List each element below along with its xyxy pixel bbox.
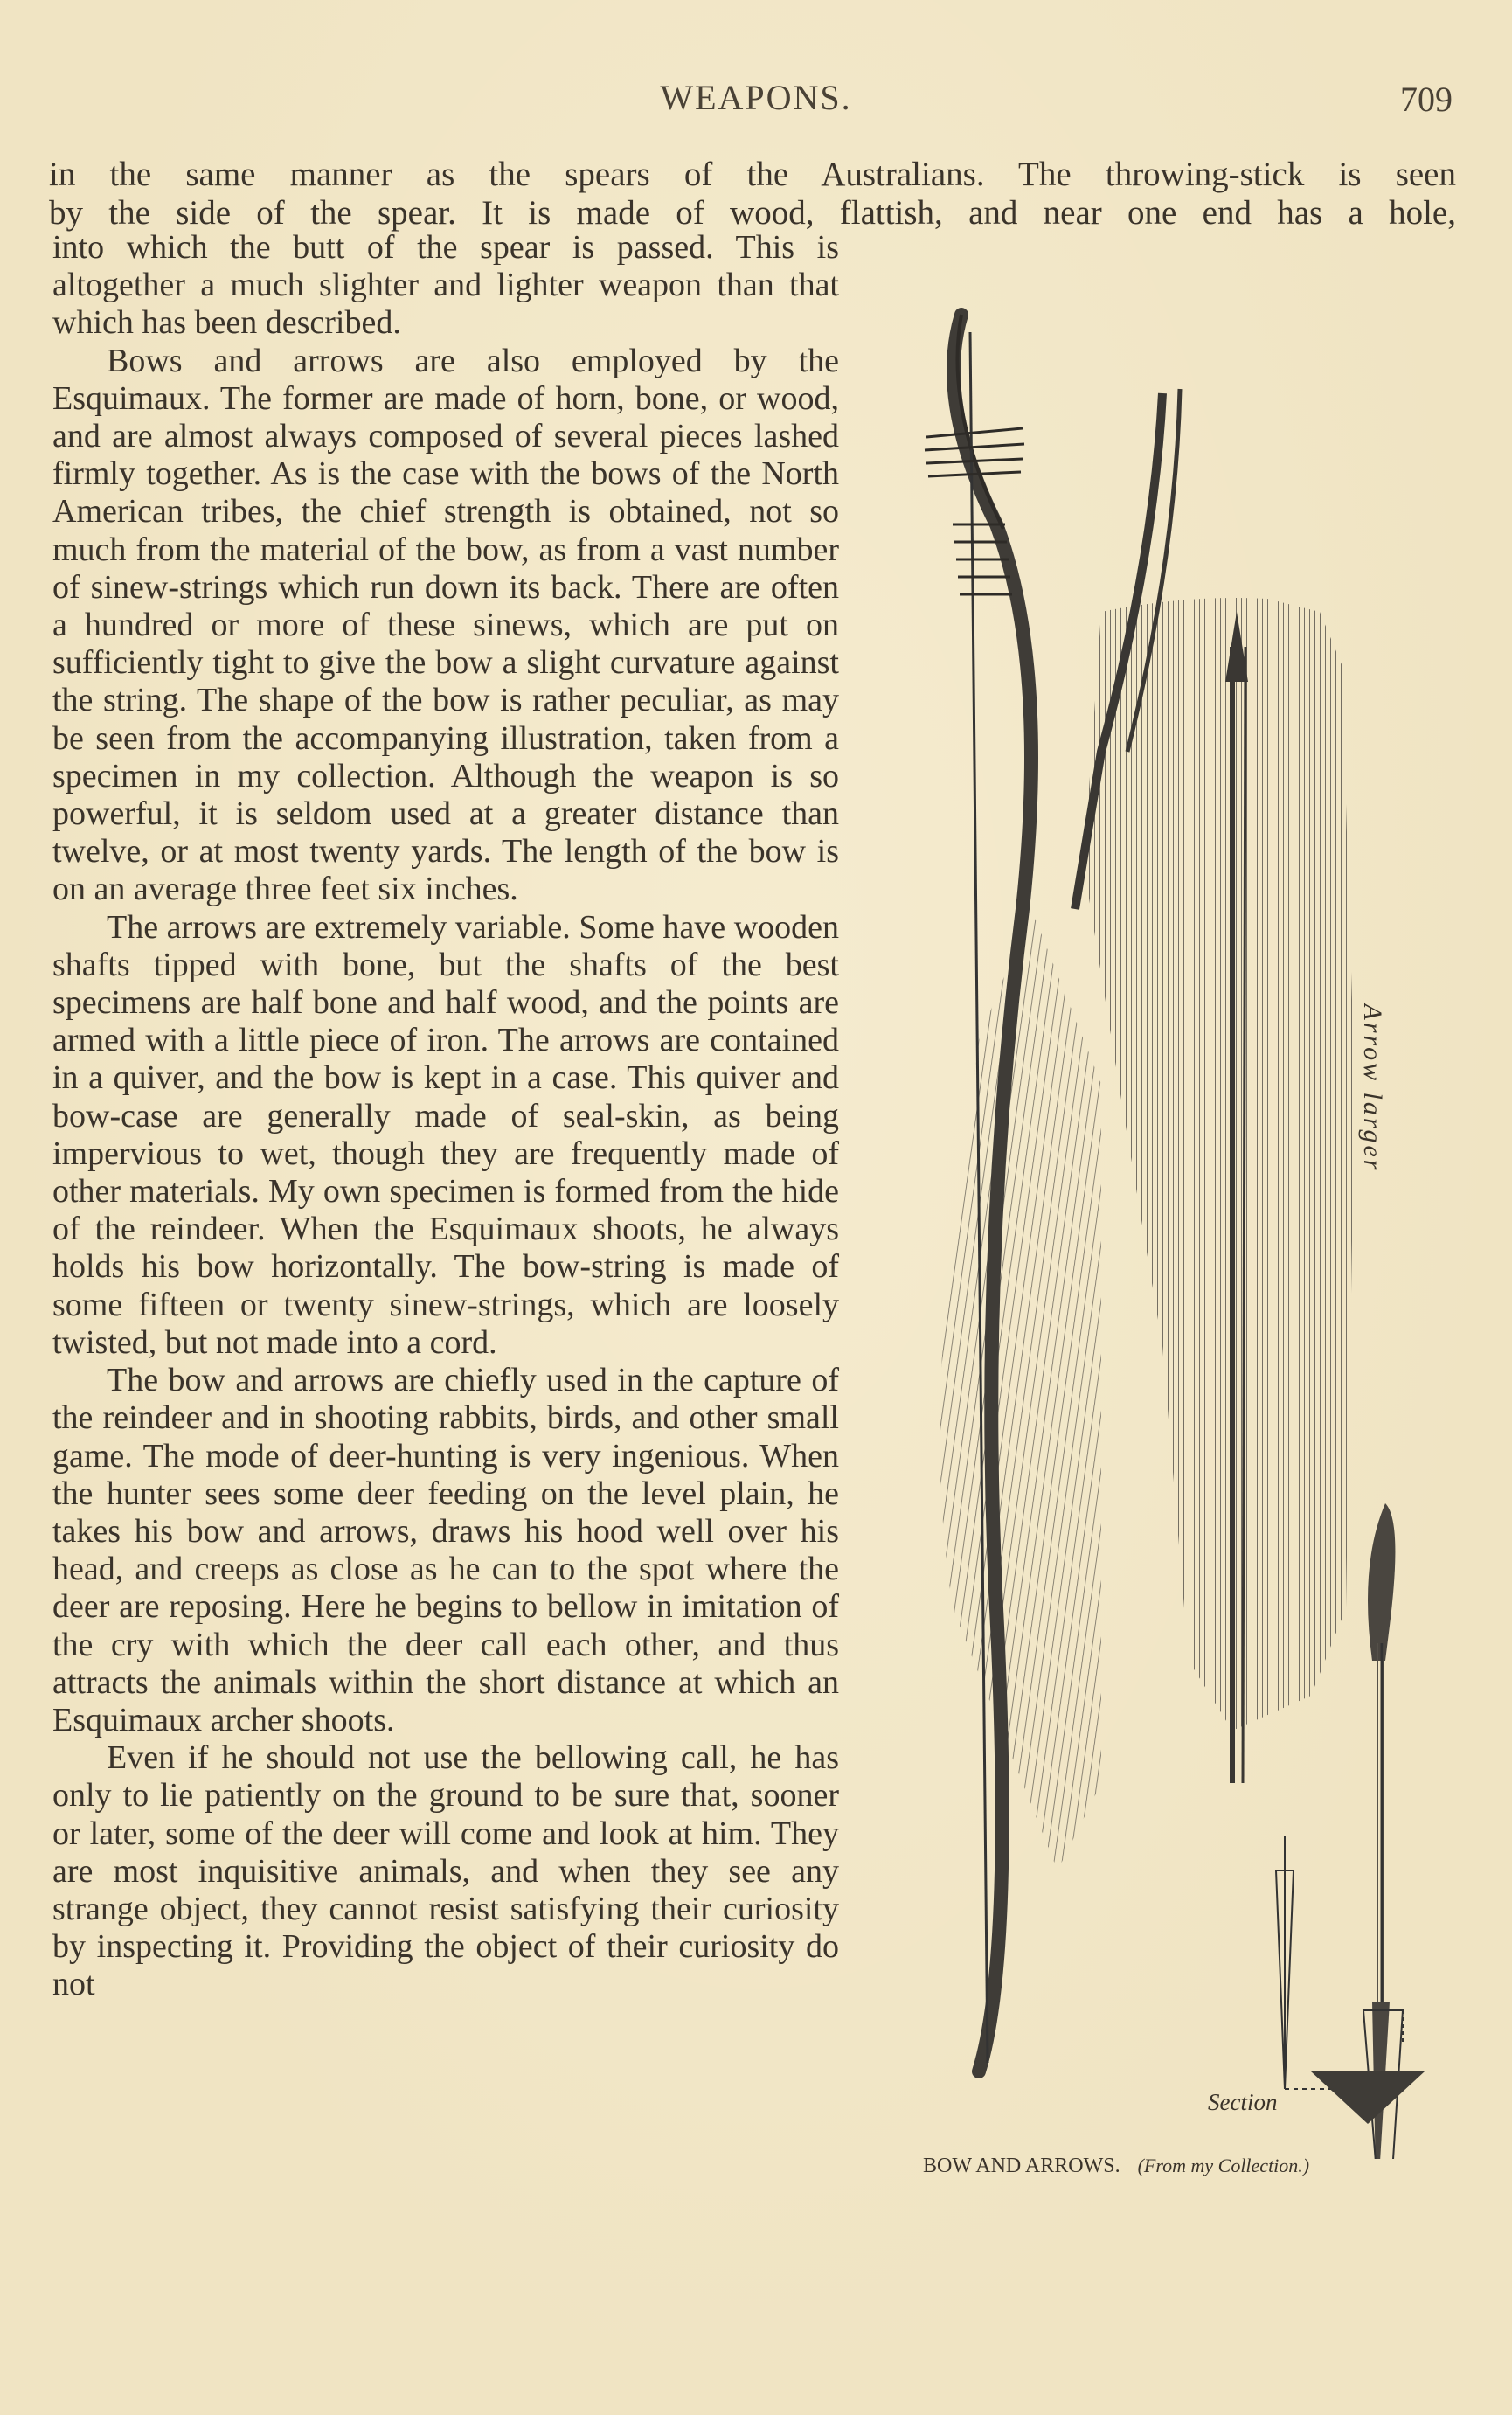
caption-credit: (From my Collection.): [1137, 2155, 1310, 2176]
page-number: 709: [1400, 80, 1453, 119]
bow-and-arrows-engraving: [900, 297, 1442, 2159]
paragraph: Even if he should not use the bellowing call, he has only to lie patiently on the ground to be sure that, sooner or later, some of the deer will come and look at him. They are most inquisitive animals, and when they see any strange object, they cannot resist satisfying their curiosity by inspecting it. Providing the object of their curiosity do not: [52, 1739, 839, 2003]
paragraph: Bows and arrows are also employed by the Esquimaux. The former are made of horn, bone, or wood, and are almost always composed of several pieces lashed firmly together. As is the case with the bows of the North American tribes, the chief strength is obtained, not so much from the material of the bow, as from a vast number of sinew-strings which run down its back. There are often a hundred or more of these sinews, which are put on sufficiently tight to give the bow a slight curvature against the string. The shape of the bow is rather peculiar, as may be seen from the accompanying illustration, taken from a specimen in my collection. Although the weapon is so powerful, it is seldom used at a greater distance than twelve, or at most twenty yards. The length of the bow is on an average three feet six inches.: [52, 342, 839, 908]
bow-case-shape: [940, 909, 1101, 1870]
paragraph: into which the butt of the spear is passed. This is altogether a much slighter and lighter weapon than that which has been described.: [52, 229, 839, 342]
running-title: WEAPONS.: [660, 78, 852, 117]
small-arrow-head: [1276, 1836, 1355, 2089]
section-triangle: [1311, 2071, 1425, 2124]
section-label: Section: [1208, 2089, 1278, 2115]
full-width-line: in the same manner as the spears of the Australians. The throwing-stick is seen: [49, 156, 1456, 193]
full-width-line: by the side of the spear. It is made of wood, flattish, and near one end has a hole,: [49, 194, 1456, 232]
figure-caption: [923, 2155, 1309, 2178]
arrow-larger-label: Arrow larger: [1358, 1003, 1387, 1173]
text-column: [52, 229, 839, 2004]
caption-title: BOW AND ARROWS.: [923, 2155, 1120, 2177]
large-arrow: [1363, 1503, 1403, 2159]
paragraph: The arrows are extremely variable. Some have wooden shafts tipped with bone, but the shafts of the best specimens are half bone and half wood, and the points are armed with a little piece of iron. The arrows are contained in a quiver, and the bow is kept in a case. This quiver and bow-case are generally made of seal-skin, as being impervious to wet, though they are frequently made of other materials. My own specimen is formed from the hide of the reindeer. When the Esquimaux shoots, he always holds his bow horizontally. The bow-string is made of some fifteen or twenty sinew-strings, which are loosely twisted, but not made into a cord.: [52, 908, 839, 1361]
quiver-shape: [1084, 598, 1355, 1731]
paragraph: The bow and arrows are chiefly used in the capture of the reindeer and in shooting rabbits, birds, and other small game. The mode of deer-hunting is very ingenious. When the hunter sees some deer feeding on the level plain, he takes his bow and arrows, draws his hood well over his head, and creeps as close as he can to the spot where the deer are reposing. Here he begins to bellow in imitation of the cry with which the deer call each other, and thus attracts the animals within the short distance at which an Esquimaux archer shoots.: [52, 1362, 839, 1738]
